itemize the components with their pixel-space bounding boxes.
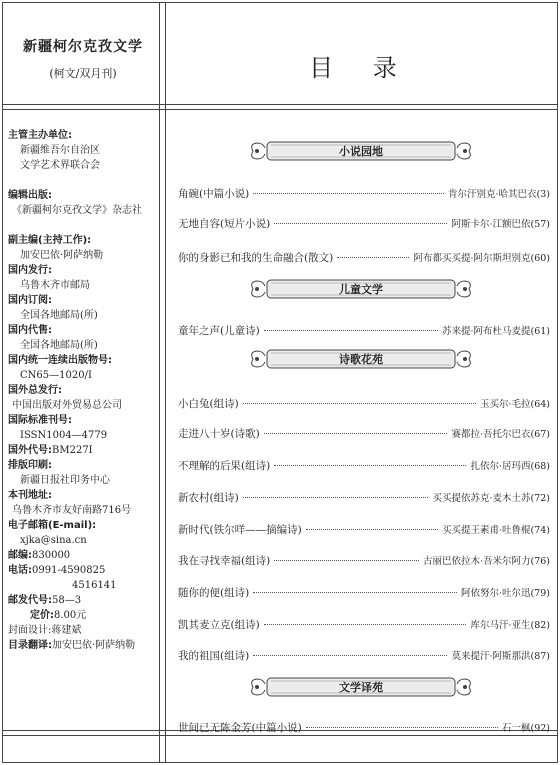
leader-dots: [253, 193, 444, 194]
entry-title: 我在寻找幸福(组诗): [178, 555, 271, 567]
section-title: 小说园地: [339, 145, 383, 158]
leader-dots: [337, 257, 409, 258]
entry-author-page: 肯尔汗别克·哈其巴衣(3): [448, 189, 550, 200]
domestic-sub-value: 全国各地邮局(所): [20, 310, 98, 321]
toc-entry[interactable]: [178, 323, 550, 338]
translation-label: 目录翻译:: [8, 640, 52, 651]
magazine-subtitle: (柯文/双月刊): [49, 67, 117, 80]
entry-title: 不理解的后果(组诗): [178, 460, 271, 472]
domestic-issue-label: 国内发行:: [8, 265, 52, 276]
foreign-label: 国外总发行:: [8, 385, 62, 396]
entry-title: 童年之声(儿童诗): [178, 325, 260, 337]
entry-author-page: 扎依尔·居玛西(68): [470, 461, 550, 472]
entry-author-page: 赛都拉·吾托尔巴衣(67): [451, 429, 550, 440]
entry-author-page: 买买提依苏克·麦木土苏(72): [432, 493, 550, 504]
entry-title: 世间已无陈金芳(中篇小说): [178, 722, 302, 734]
address-label: 本刊地址:: [8, 490, 52, 501]
leader-dots: [253, 592, 457, 593]
foreign-value: 中国出版对外贸易总公司: [12, 400, 122, 411]
section-banner: [245, 140, 477, 162]
entry-title: 随你的便(组诗): [178, 587, 250, 599]
entry-author-page: 买买提王素甫·吐鲁棍(74): [441, 525, 550, 536]
domestic-agent-value: 全国各地邮局(所): [20, 340, 98, 351]
leader-dots: [306, 529, 438, 530]
entry-author-page: 库尔马汗·亚生(82): [470, 620, 550, 631]
foreign-code-label: 国外代号:: [8, 445, 52, 456]
phone-value-2: 4516141: [72, 580, 117, 591]
cover-row: [8, 623, 158, 638]
entry-author-page: 石一枫(92): [501, 723, 550, 734]
cover-label: 封面设计:: [8, 625, 52, 636]
domestic-sub-label: 国内订阅:: [8, 295, 52, 306]
magazine-title: 新疆柯尔克孜文学: [23, 39, 143, 55]
cover-value: 蒋建斌: [51, 625, 82, 636]
leader-dots: [253, 655, 447, 656]
entry-title: 凯其麦立克(组诗): [178, 619, 260, 631]
chief-value: 加安巴依·阿萨纳勒: [20, 250, 104, 261]
entry-title: 小白兔(组诗): [178, 398, 239, 410]
address-value: 乌鲁木齐市友好南路716号: [12, 505, 132, 516]
entry-author-page: 玉买尔·毛拉(64): [479, 399, 550, 410]
masthead: [8, 128, 158, 653]
toc-entry[interactable]: [178, 720, 550, 735]
foreign-code-row: [8, 443, 158, 458]
entry-author-page: 苏来提·阿布杜马麦提(61): [441, 326, 550, 337]
leader-dots: [306, 727, 498, 728]
vertical-divider: [159, 2, 166, 763]
issn-label: 国际标准刊号:: [8, 415, 72, 426]
header-divider: [2, 104, 557, 110]
postcode-value: 830000: [32, 550, 71, 561]
editor-value: 《新疆柯尔克孜文学》杂志社: [12, 205, 142, 216]
toc-entry[interactable]: [178, 648, 550, 663]
translation-value: 加安巴依·阿萨纳勒: [52, 640, 136, 651]
leader-dots: [243, 403, 476, 404]
domestic-agent-label: 国内代售:: [8, 325, 52, 336]
section-title: 诗歌花苑: [339, 353, 383, 366]
sponsor-line1: 新疆维吾尔自治区: [20, 145, 100, 156]
entry-author-page: 莫来提汗·阿斯那洪(87): [451, 651, 550, 662]
section-banner: [245, 676, 477, 698]
postcode-row: [8, 548, 158, 563]
entry-author-page: 古丽巴依拉木·吾米尔阿力(76): [422, 556, 550, 567]
domestic-issue-value: 乌鲁木齐市邮局: [20, 280, 90, 291]
entry-title: 新农村(组诗): [178, 492, 239, 504]
toc-entry[interactable]: [178, 186, 550, 201]
price-label: 定价:: [30, 610, 54, 621]
toc-entry[interactable]: [178, 458, 550, 473]
email-label: 电子邮箱(E-mail):: [8, 520, 97, 531]
leader-dots: [274, 560, 419, 561]
entry-title: 你的身影已和我的生命融合(散文): [178, 252, 334, 264]
toc-entry[interactable]: [178, 553, 550, 568]
leader-dots: [264, 330, 438, 331]
print-label: 排版印刷:: [8, 460, 52, 471]
email-value: xjka@sina.cn: [20, 535, 87, 546]
postal-code-label: 邮发代号:: [8, 595, 52, 606]
price-row: [8, 608, 158, 623]
entry-title: 无地自容(短片小说): [178, 218, 271, 230]
toc-entry[interactable]: [178, 396, 550, 411]
issn-value: ISSN1004—4779: [20, 430, 108, 441]
toc-entry[interactable]: [178, 585, 550, 600]
print-value: 新疆日报社印务中心: [20, 475, 110, 486]
section-banner: [245, 348, 477, 370]
entry-title: 角碗(中篇小说): [178, 188, 250, 200]
leader-dots: [274, 465, 466, 466]
translation-row: [8, 638, 158, 653]
section-title: 文学译苑: [339, 681, 383, 694]
entry-title: 新时代(铁尔咩——摘编诗): [178, 524, 302, 536]
section-title: 儿童文学: [339, 283, 383, 296]
phone-row: [8, 563, 158, 578]
postal-code-value: 58—3: [52, 595, 82, 606]
entry-author-page: 阿布都买买提·阿尔斯坦别克(60): [413, 253, 550, 264]
price-value: 8.00元: [54, 610, 87, 621]
phone-value: 0991-4590825: [32, 565, 106, 576]
page-title: 目 录: [309, 54, 413, 82]
leader-dots: [243, 497, 429, 498]
leader-dots: [264, 624, 467, 625]
postcode-label: 邮编:: [8, 550, 32, 561]
phone-label: 电话:: [8, 565, 32, 576]
toc-entry[interactable]: [178, 490, 550, 505]
foreign-code-value: BM227I: [52, 445, 93, 456]
chief-label: 副主编(主持工作):: [8, 235, 92, 246]
toc-entry[interactable]: [178, 522, 550, 537]
sponsor-line2: 文学艺术界联合会: [20, 160, 100, 171]
editor-label: 编辑出版:: [8, 190, 52, 201]
leader-dots: [274, 223, 447, 224]
toc-entry[interactable]: [178, 216, 550, 231]
cn-value: CN65—1020/I: [20, 370, 92, 381]
leader-dots: [264, 433, 448, 434]
postal-code-row: [8, 593, 158, 608]
toc-entry[interactable]: [178, 250, 550, 265]
entry-title: 走进八十岁(诗歌): [178, 428, 260, 440]
toc-entry[interactable]: [178, 426, 550, 441]
section-banner: [245, 278, 477, 300]
cn-label: 国内统一连续出版物号:: [8, 355, 112, 366]
toc-entry[interactable]: [178, 617, 550, 632]
entry-author-page: 阿斯卡尔·江额巴依(57): [451, 219, 550, 230]
entry-author-page: 阿依努尔·吐尔迅(79): [460, 588, 550, 599]
sponsor-label: 主管主办单位:: [8, 130, 72, 141]
entry-title: 我的祖国(组诗): [178, 650, 250, 662]
